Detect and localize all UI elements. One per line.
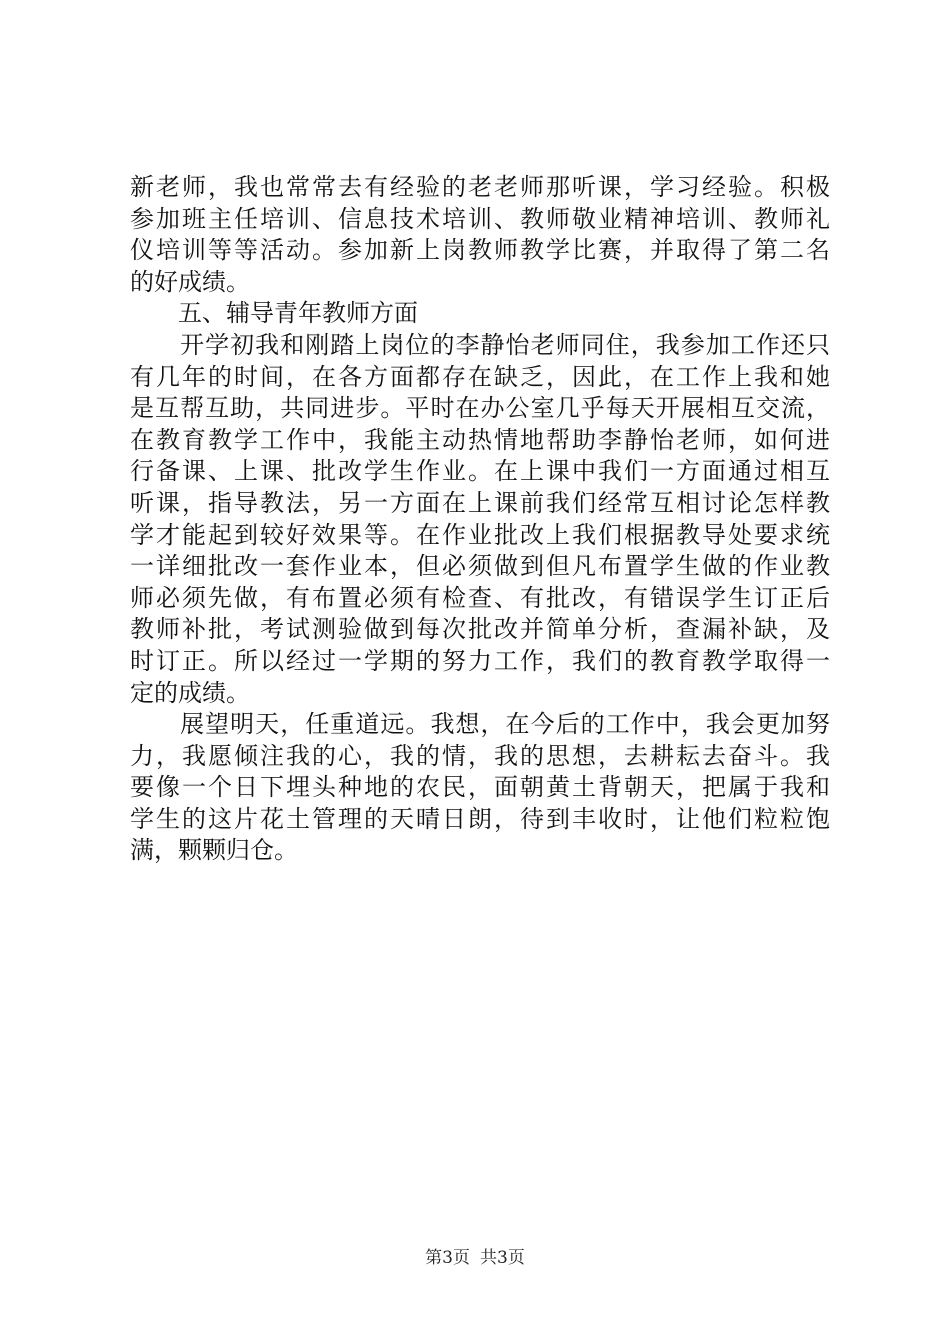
text-line: 一详细批改一套作业本，但必须做到但凡布置学生做的作业教 [130,552,830,581]
text-line: 行备课、上课、批改学生作业。在上课中我们一方面通过相互 [130,457,830,486]
text-line: 新老师，我也常常去有经验的老老师那听课，学习经验。积极 [130,173,830,201]
text-line: 师必须先做，有布置必须有检查、有批改，有错误学生订正后 [130,583,830,612]
text-line: 时订正。所以经过一学期的努力工作，我们的教育教学取得一 [130,646,830,675]
text-line: 在教育教学工作中，我能主动热情地帮助李静怡老师，如何进 [130,425,830,454]
text-line: 要像一个日下埋头种地的农民，面朝黄土背朝天，把属于我和 [130,773,830,802]
text-line: 是互帮互助，共同进步。平时在办公室几乎每天开展相互交流， [130,394,830,423]
text-line: 力，我愿倾注我的心，我的情，我的思想，去耕耘去奋斗。我 [130,741,830,770]
text-line: 学才能起到较好效果等。在作业批改上我们根据教导处要求统 [130,520,830,549]
text-line: 有几年的时间，在各方面都存在缺乏，因此，在工作上我和她 [130,362,830,391]
text-line: 展望明天，任重道远。我想，在今后的工作中，我会更加努 [130,710,830,739]
page-footer [0,1243,950,1268]
text-line: 满，颗颗归仓。 [130,836,298,865]
text-line: 仪培训等等活动。参加新上岗教师教学比赛，并取得了第二名 [130,236,830,265]
document-body [130,172,830,867]
text-line: 开学初我和刚踏上岗位的李静怡老师同住，我参加工作还只 [130,330,830,359]
text-line: 听课，指导教法，另一方面在上课前我们经常互相讨论怎样教 [130,488,830,517]
text-line: 定的成绩。 [130,678,250,707]
text-line: 学生的这片花土管理的天晴日朗，待到丰收时，让他们粒粒饱 [130,804,830,833]
page-total: 共3页 [480,1248,525,1268]
text-line: 参加班主任培训、信息技术培训、教师敬业精神培训、教师礼 [130,204,830,233]
page-number: 第3页 [425,1248,470,1268]
text-line: 的好成绩。 [130,267,250,296]
text-line: 教师补批，考试测验做到每次批改并简单分析，查漏补缺，及 [130,615,830,644]
section-heading: 五、辅导青年教师方面 [178,299,418,328]
